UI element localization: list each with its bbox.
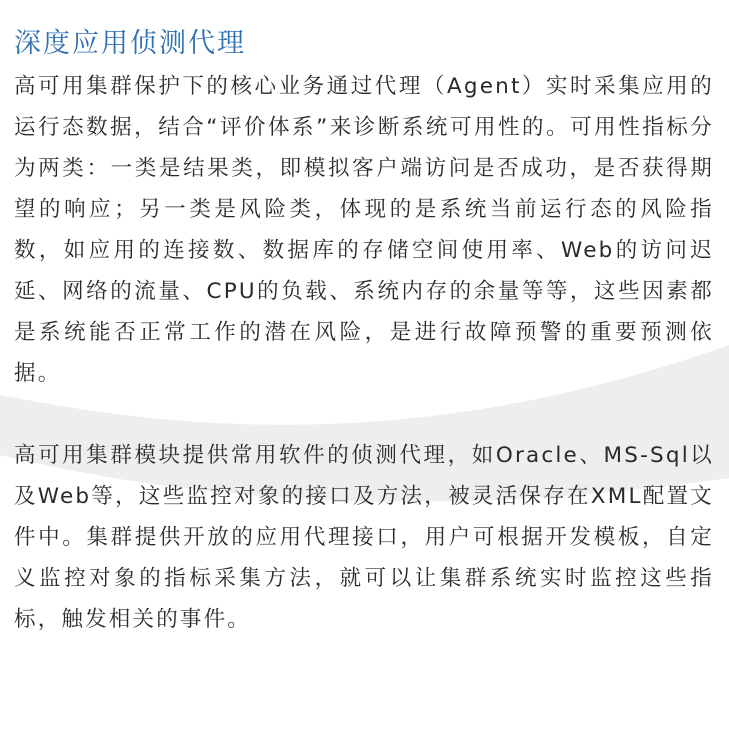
article [14, 26, 714, 640]
paragraph-agent-monitoring: 高可用集群保护下的核心业务通过代理（Agent）实时采集应用的运行态数据，结合“评价体系”来诊断系统可用性的。可用性指标分为两类：一类是结果类，即模拟客户端访问是否成功，是否获得期望的响应；另一类是风险类，体现的是系统当前运行态的风险指数，如应用的连接数、数据库的存储空间使用率、Web的访问迟延、网络的流量、CPU的负载、系统内存的余量等等，这些因素都是系统能否正常工作的潜在风险，是进行故障预警的重要预测依据。 [14, 74, 714, 386]
paragraph-detection-agents: 高可用集群模块提供常用软件的侦测代理，如Oracle、MS-Sql以及Web等，这些监控对象的接口及方法，被灵活保存在XML配置文件中。集群提供开放的应用代理接口，用户可根据开发模板，自定义监控对象的指标采集方法，就可以让集群系统实时监控这些指标，触发相关的事件。 [14, 443, 714, 632]
article-title: 深度应用侦测代理 [14, 28, 246, 59]
